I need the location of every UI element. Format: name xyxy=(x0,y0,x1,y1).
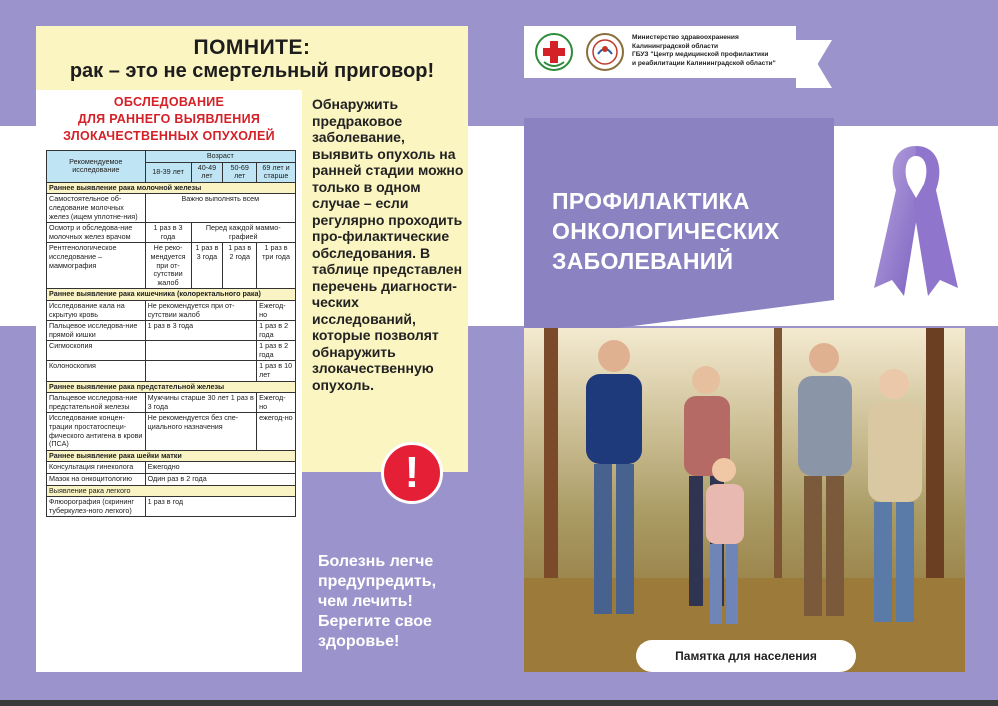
exam-frequency: 1 раз в 2 года xyxy=(257,321,296,341)
ministry-text xyxy=(632,34,792,68)
header-exam: Рекомендуемое исследование xyxy=(47,151,146,183)
exam-name: Сигмоскопия xyxy=(47,341,146,361)
section-breast: Раннее выявление рака молочной железы xyxy=(47,182,296,194)
exam-name: Пальцевое исследова-ние предстательной железы xyxy=(47,393,146,413)
table-row xyxy=(47,321,296,341)
table-row xyxy=(47,393,296,413)
table-row xyxy=(47,413,296,450)
header-age-group: 69 лет и старше xyxy=(257,162,296,182)
ministry-line: и реабилитации Калининградской области" xyxy=(632,59,776,67)
table-row xyxy=(47,474,296,486)
exam-name: Самостоятельное об-следование молочных желез (ищем уплотне-ния) xyxy=(47,194,146,223)
memo-label: Памятка для населения xyxy=(636,640,856,672)
slogan: Болезнь легче предупредить, чем лечить! Берегите свое здоровье! xyxy=(318,553,437,650)
table-row xyxy=(47,462,296,474)
exam-name: Колоноскопия xyxy=(47,361,146,381)
remember-title: ПОМНИТЕ: xyxy=(193,36,311,59)
family-walking-photo xyxy=(524,328,965,672)
exam-frequency: Ежегодно xyxy=(145,462,295,474)
section-prostate: Раннее выявление рака предстательной железы xyxy=(47,381,296,393)
table-row xyxy=(47,223,296,243)
exam-name: Мазок на онкоцитологию xyxy=(47,474,146,486)
exam-frequency: 1 раз в 3 года xyxy=(145,321,257,341)
ministry-line: ГБУЗ "Центр медицинской профилактики xyxy=(632,51,769,59)
table-title xyxy=(36,94,302,145)
exam-name: Пальцевое исследова-ние прямой кишки xyxy=(47,321,146,341)
info-text: Обнаружить предраковое заболевание, выявить опухоль на ранней стадии можно только в одном случае – если регулярно проходить про-филактические обследования. В таблице представлен перечень диагности-ческих исследований, которые позволят обнаружить злокачественную опухоль. xyxy=(312,96,464,393)
section-lung: Выявление рака легкого xyxy=(47,485,296,497)
exam-frequency-empty xyxy=(145,361,257,381)
ministry-emblem-icon xyxy=(534,32,574,72)
exam-frequency: Важно выполнять всем xyxy=(145,194,295,223)
exam-frequency: 1 раз в 2 года xyxy=(223,243,257,289)
table-title-line: ОБСЛЕДОВАНИЕ xyxy=(113,95,225,109)
main-title-line: ОНКОЛОГИЧЕСКИХ xyxy=(552,218,780,244)
header-age-group: 50-69 лет xyxy=(223,162,257,182)
exam-name: Исследование концен-трации простатоспеци-фического антигена в крови (ПСА) xyxy=(47,413,146,450)
main-title xyxy=(552,186,842,276)
exam-frequency: 1 раз в три года xyxy=(257,243,296,289)
exam-name: Флюорография (скрининг туберкулез-ного легкого) xyxy=(47,497,146,517)
header-age-group: 40-49 лет xyxy=(191,162,223,182)
header-age-group: 18-39 лет xyxy=(145,162,191,182)
ministry-line: Калининградской области xyxy=(632,42,719,50)
table-row xyxy=(47,341,296,361)
awareness-ribbon-icon xyxy=(866,138,966,308)
table-row xyxy=(47,497,296,517)
exam-frequency: 1 раз в 3 года xyxy=(145,223,191,243)
exam-frequency: Ежегод-но xyxy=(257,300,296,320)
table-row xyxy=(47,194,296,223)
exam-frequency: Ежегод-но xyxy=(257,393,296,413)
exam-frequency: 1 раз в 10 лет xyxy=(257,361,296,381)
exam-frequency: ежегод-но xyxy=(257,413,296,450)
table-row xyxy=(47,300,296,320)
exam-name: Исследование кала на скрытую кровь xyxy=(47,300,146,320)
exam-frequency: Мужчины старше 30 лет 1 раз в 3 года xyxy=(145,393,257,413)
exam-frequency-empty xyxy=(145,341,257,361)
exam-frequency: 1 раз в год xyxy=(145,497,295,517)
header-flag-tail xyxy=(796,40,832,88)
header-age: Возраст xyxy=(145,151,295,163)
exam-frequency: Перед каждой маммо-графией xyxy=(191,223,296,243)
table-row xyxy=(47,243,296,289)
exam-frequency: Не реко-мендуется при от-сутствии жалоб xyxy=(145,243,191,289)
section-cervix: Раннее выявление рака шейки матки xyxy=(47,450,296,462)
exam-name: Рентгенологическое исследование – маммография xyxy=(47,243,146,289)
exam-frequency: 1 раз в 3 года xyxy=(191,243,223,289)
main-title-line: ЗАБОЛЕВАНИЙ xyxy=(552,248,734,274)
screening-table xyxy=(46,150,296,517)
table-row xyxy=(47,361,296,381)
exam-frequency: Не рекомендуется без спе-циального назначения xyxy=(145,413,257,450)
exam-name: Консультация гинеколога xyxy=(47,462,146,474)
ministry-line: Министерство здравоохранения xyxy=(632,34,739,41)
exam-frequency: Один раз в 2 года xyxy=(145,474,295,486)
center-logo-icon xyxy=(585,32,625,72)
exam-name: Осмотр и обследова-ние молочных желез врачом xyxy=(47,223,146,243)
table-title-line: ДЛЯ РАННЕГО ВЫЯВЛЕНИЯ xyxy=(77,112,261,126)
alert-icon: ! xyxy=(381,442,443,504)
exam-frequency: 1 раз в 2 года xyxy=(257,341,296,361)
table-title-line: ЗЛОКАЧЕСТВЕННЫХ ОПУХОЛЕЙ xyxy=(63,129,275,143)
remember-subtitle: рак – это не смертельный приговор! xyxy=(69,60,435,82)
section-bowel: Раннее выявление рака кишечника (колоректального рака) xyxy=(47,289,296,301)
exam-frequency: Не рекомендуется при от-сутствии жалоб xyxy=(145,300,257,320)
main-title-line: ПРОФИЛАКТИКА xyxy=(552,188,750,214)
